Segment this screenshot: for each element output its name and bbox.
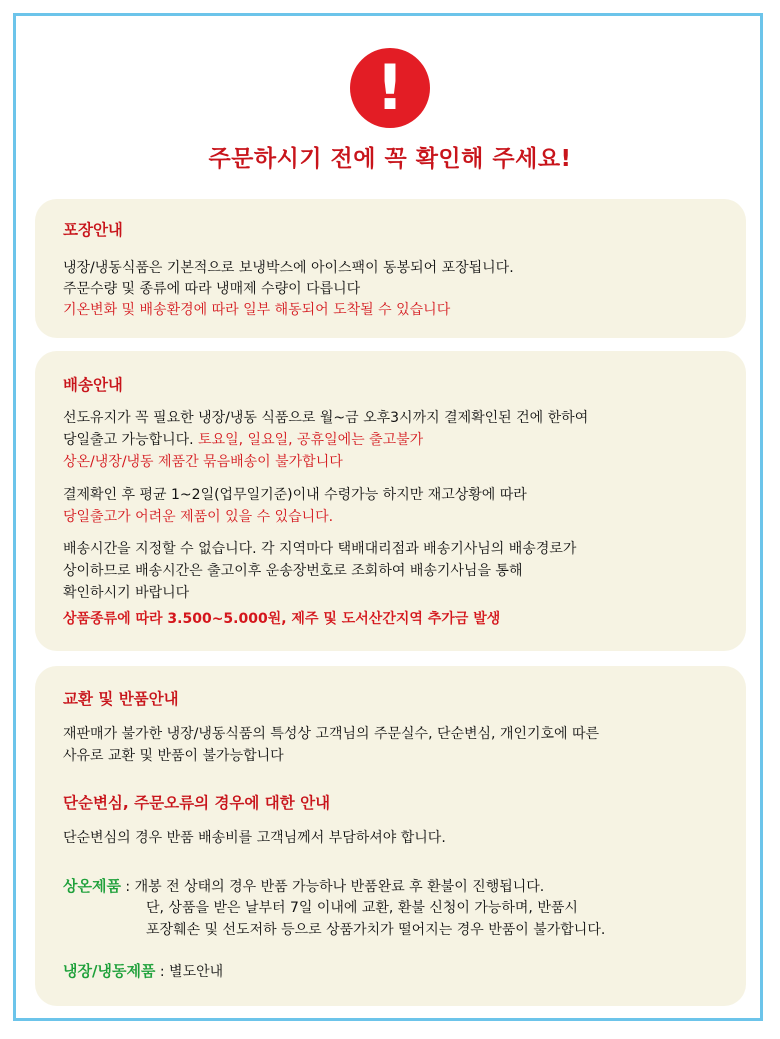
shipping-p2-line-2: 당일출고가 어려운 제품이 있을 수 있습니다. — [63, 509, 334, 525]
change-of-mind-title: 단순변심, 주문오류의 경우에 대한 안내 — [63, 794, 331, 812]
packaging-card — [35, 199, 746, 338]
shipping-title: 배송안내 — [63, 376, 123, 394]
returns-line-1: 재판매가 불가한 냉장/냉동식품의 특성상 고객님의 주문실수, 단순변심, 개인기호에 따른 — [63, 726, 600, 742]
packaging-title: 포장안내 — [63, 221, 123, 239]
packaging-line-2: 주문수량 및 종류에 따라 냉매제 수량이 다릅니다 — [63, 281, 361, 297]
room-temp-line-2: 단, 상품을 받은 날부터 7일 이내에 교환, 환불 신청이 가능하며, 반품시 — [146, 900, 578, 916]
cold-product-row — [63, 960, 223, 981]
room-temp-line-3: 포장훼손 및 선도저하 등으로 상품가치가 떨어지는 경우 반품이 불가합니다. — [146, 922, 606, 938]
packaging-warning: 기온변화 및 배송환경에 따라 일부 해동되어 도착될 수 있습니다 — [63, 302, 451, 318]
shipping-p1-line-1: 선도유지가 꼭 필요한 냉장/냉동 식품으로 월~금 오후3시까지 결제확인된 건에 한하여 — [63, 410, 589, 426]
packaging-line-1: 냉장/냉동식품은 기본적으로 보냉박스에 아이스팩이 동봉되어 포장됩니다. — [63, 260, 514, 276]
shipping-p1-line-3: 상온/냉장/냉동 제품간 묶음배송이 불가합니다 — [63, 454, 343, 470]
room-temp-label: 상온제품 — [63, 877, 121, 895]
change-of-mind-line: 단순변심의 경우 반품 배송비를 고객님께서 부담하셔야 합니다. — [63, 830, 446, 846]
shipping-p1-line-2 — [63, 429, 423, 449]
exclamation-mark: ! — [375, 51, 405, 124]
page-title: 주문하시기 전에 꼭 확인해 주세요! — [208, 146, 572, 172]
shipping-p3-line-2: 상이하므로 배송시간은 출고이후 운송장번호로 조회하여 배송기사님을 통해 — [63, 563, 523, 579]
cold-product-colon: : — [155, 964, 170, 980]
alert-icon — [350, 48, 430, 128]
returns-card — [35, 666, 746, 1006]
shipping-card — [35, 351, 746, 651]
cold-product-text: 별도안내 — [169, 964, 224, 980]
cold-product-label: 냉장/냉동제품 — [63, 962, 156, 980]
returns-title: 교환 및 반품안내 — [63, 690, 179, 708]
room-temp-colon: : — [120, 879, 135, 895]
shipping-weekend-notice: 토요일, 일요일, 공휴일에는 출고불가 — [198, 432, 424, 448]
shipping-p3-line-3: 확인하시기 바랍니다 — [63, 585, 190, 601]
shipping-fee-notice: 상품종류에 따라 3.500~5.000원, 제주 및 도서산간지역 추가금 발생 — [63, 611, 501, 627]
shipping-p3-line-1: 배송시간을 지정할 수 없습니다. 각 지역마다 택배대리점과 배송기사님의 배송경로가 — [63, 541, 577, 557]
room-temp-row — [63, 875, 544, 896]
shipping-same-day-text: 당일출고 가능합니다. — [63, 432, 199, 448]
room-temp-line-1: 개봉 전 상태의 경우 반품 가능하나 반품완료 후 환불이 진행됩니다. — [134, 879, 545, 895]
shipping-p2-line-1: 결제확인 후 평균 1~2일(업무일기준)이내 수령가능 하지만 재고상황에 따라 — [63, 487, 527, 503]
returns-line-2: 사유로 교환 및 반품이 불가능합니다 — [63, 748, 284, 764]
